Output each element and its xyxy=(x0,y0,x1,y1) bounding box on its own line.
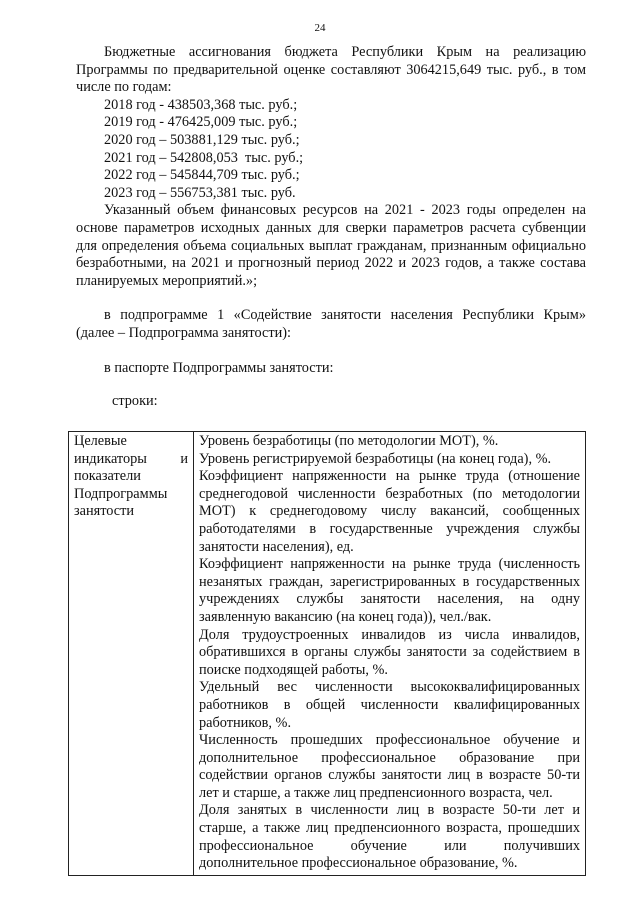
indicator-registered-unemployment: Уровень регистрируемой безработицы (на конец года), %. xyxy=(199,450,552,467)
years-list xyxy=(76,97,586,203)
passport-line: в паспорте Подпрограммы занятости: xyxy=(104,359,334,376)
indicator-high-qualified-share: Удельный вес численности высококвалифицированных работников в общей численности квалифицированных работников, %. xyxy=(199,679,580,731)
subprogram-paragraph: в подпрограмме 1 «Содействие занятости населения Республики Крым» (далее – Подпрограмма занятости): xyxy=(76,307,586,341)
label-line: Целевые xyxy=(74,433,127,449)
indicator-tension-coefficient-registered: Коэффициент напряженности на рынке труда (численность незанятых граждан, зарегистрированных в государственных учреждениях службы занятости населения, на одну заявленную вакансию (на конец года)), чел./вак. xyxy=(199,556,580,625)
label-line: показатели xyxy=(74,468,141,485)
year-line-2019: 2019 год - 476425,009 тыс. руб.; xyxy=(104,114,298,131)
rows-label: строки: xyxy=(112,393,158,410)
year-line-2022: 2022 год – 545844,709 тыс. руб.; xyxy=(104,167,300,184)
page-number: 24 xyxy=(314,22,326,34)
label-word: индикаторы xyxy=(74,450,147,467)
indicator-employed-50-plus-share: Доля занятых в численности лиц в возрасте 50-ти лет и старше, а также лиц предпенсионного возраста, прошедших профессиональное обучение или получивших дополнительное профессиональное образование, %. xyxy=(199,802,580,872)
label-word: и xyxy=(180,450,188,467)
passport-table xyxy=(68,431,586,876)
label-line: занятости xyxy=(74,503,135,520)
indicator-tension-coefficient-ilo: Коэффициент напряженности на рынке труда (отношение среднегодовой численности безработных (по методологии МОТ) к среднегодовому числу вакансий, сообщенных работодателями в государственные учреждения службы занятости населения), ед. xyxy=(199,468,580,555)
label-line: Подпрограммы xyxy=(74,485,168,502)
year-line-2023: 2023 год – 556753,381 тыс. руб. xyxy=(104,184,296,201)
volume-paragraph: Указанный объем финансовых ресурсов на 2021 - 2023 годы определен на основе параметров исходных данных для сверки параметров расчета субвенции для определения объема социальных выплат гражданам, признанным официально безработными, на 2021 и прогнозный период 2022 и 2023 годов, а также состава планируемых мероприятий.»; xyxy=(76,202,586,289)
year-line-2020: 2020 год – 503881,129 тыс. руб.; xyxy=(104,131,300,148)
table-value-cell xyxy=(194,432,586,876)
table-row xyxy=(69,432,586,876)
indicator-training-50-plus: Численность прошедших профессиональное обучение и дополнительное профессиональное образование при содействии органов службы занятости лиц в возрасте 50-ти лет и старше, а также лиц предпенсионного возраста, чел. xyxy=(199,732,580,801)
document-body xyxy=(76,44,586,411)
budget-paragraph: Бюджетные ассигнования бюджета Республики Крым на реализацию Программы по предварительной оценке составляют 3064215,649 тыс. руб., в том числе по годам: xyxy=(76,44,586,96)
indicator-disabled-employed-share: Доля трудоустроенных инвалидов из числа инвалидов, обратившихся в органы службы занятости за содействием в поиске подходящей работы, %. xyxy=(199,626,580,678)
label-line xyxy=(74,451,188,469)
indicator-unemployment-rate: Уровень безработицы (по методологии МОТ), %. xyxy=(199,433,499,449)
year-line-2018: 2018 год - 438503,368 тыс. руб.; xyxy=(104,96,298,113)
table-label-cell xyxy=(69,432,194,876)
year-line-2021: 2021 год – 542808,053 тыс. руб.; xyxy=(104,149,304,166)
